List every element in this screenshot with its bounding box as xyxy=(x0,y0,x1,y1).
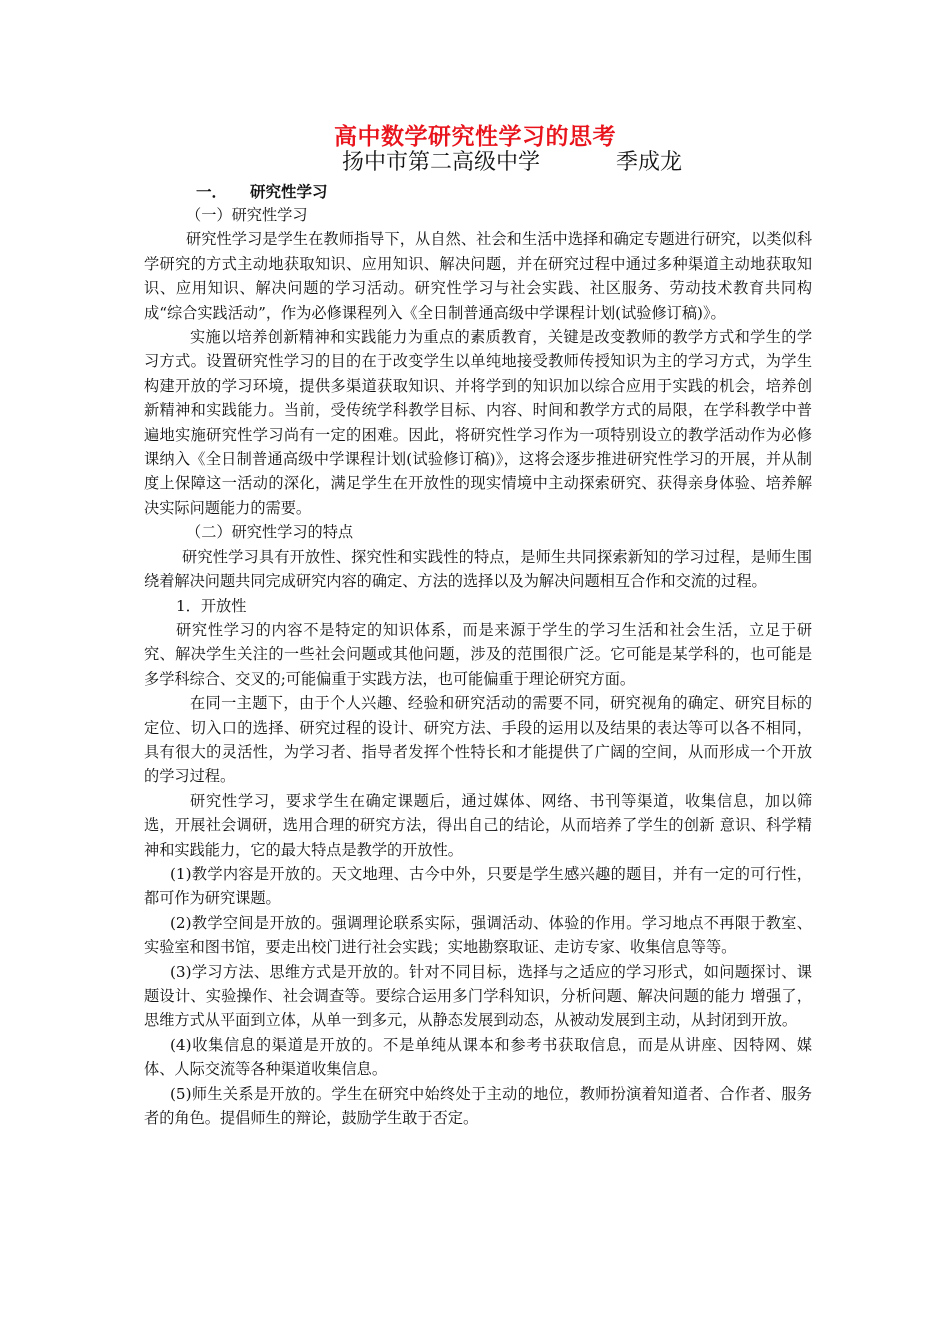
paragraph-2: 实施以培养创新精神和实践能力为重点的素质教育，关键是改变教师的教学方式和学生的学习方式。设置研究性学习的目的在于改变学生以单纯地接受教师传授知识为主的学习方式，为学生构建开放的学习环境，提供多渠道获取知识、并将学到的知识加以综合应用于实践的机会，培养创新精神和实践能力。当前，受传统学科教学目标、内容、时间和教学方式的局限，在学科教学中普遍地实施研究性学习尚有一定的困难。因此，将研究性学习作为一项特别设立的教学活动作为必修课纳入《全日制普通高级中学课程计划(试验修订稿)》，这将会逐步推进研究性学习的开展，并从制度上保障这一活动的深化，满足学生在开放性的现实情境中主动探索研究、获得亲身体验、培养解决实际问题能力的需要。 xyxy=(144,328,812,517)
paragraph-6: 研究性学习，要求学生在确定课题后，通过媒体、网络、书刊等渠道，收集信息，加以筛选，开展社会调研，选用合理的研究方法，得出自己的结论，从而培养了学生的创新 意识、科学精神和实践能力，它的最大特点是教学的开放性。 xyxy=(144,791,812,859)
paragraph-1: 研究性学习是学生在教师指导下，从自然、社会和生活中选择和确定专题进行研究，以类似科学研究的方式主动地获取知识、应用知识、解决问题，并在研究过程中通过多种渠道主动地获取知识、应用知识、解决问题的学习活动。研究性学习与社会实践、社区服务、劳动技术教育共同构成“综合实践活动”，作为必修课程列入《全日制普通高级中学课程计划(试验修订稿)》。 xyxy=(144,230,812,322)
section-number: 一． xyxy=(196,182,228,201)
item-heading-1: 1．开放性 xyxy=(176,596,247,615)
subsection-heading-1: （一）研究性学习 xyxy=(186,206,308,224)
section-heading xyxy=(196,180,328,202)
author-name: 季成龙 xyxy=(616,150,683,175)
list-item-2: (2)教学空间是开放的。强调理论联系实际，强调活动、体验的作用。学习地点不再限于教室、实验室和图书馆，要走出校门进行社会实践；实地勘察取证、走访专家、收集信息等等。 xyxy=(144,913,812,957)
document-body xyxy=(144,203,812,1130)
list-item-3: (3)学习方法、思维方式是开放的。针对不同目标，选择与之适应的学习形式，如问题探讨、课题设计、实验操作、社会调查等。要综合运用多门学科知识，分析问题、解决问题的能力 增强了，思维方式从平面到立体，从单一到多元，从静态发展到动态，从被动发展到主动，从封闭到开放。 xyxy=(144,962,812,1030)
author-school: 扬中市第二高级中学 xyxy=(342,150,541,175)
section-title: 研究性学习 xyxy=(250,182,328,201)
document-title: 高中数学研究性学习的思考 xyxy=(334,123,616,150)
paragraph-5: 在同一主题下，由于个人兴趣、经验和研究活动的需要不同，研究视角的确定、研究目标的定位、切入口的选择、研究过程的设计、研究方法、手段的运用以及结果的表达等可以各不相同，具有很大的灵活性，为学习者、指导者发挥个性特长和才能提供了广阔的空间，从而形成一个开放的学习过程。 xyxy=(144,694,812,786)
list-item-1: (1)教学内容是开放的。天文地理、古今中外，只要是学生感兴趣的题目，并有一定的可行性，都可作为研究课题。 xyxy=(144,864,812,908)
author-line xyxy=(342,145,682,176)
paragraph-3: 研究性学习具有开放性、探究性和实践性的特点，是师生共同探索新知的学习过程，是师生围绕着解决问题共同完成研究内容的确定、方法的选择以及为解决问题相互合作和交流的过程。 xyxy=(144,547,812,591)
list-item-4: (4)收集信息的渠道是开放的。不是单纯从课本和参考书获取信息，而是从讲座、因特网、媒体、人际交流等各种渠道收集信息。 xyxy=(144,1035,812,1079)
list-item-5: (5)师生关系是开放的。学生在研究中始终处于主动的地位，教师扮演着知道者、合作者、服务者的角色。提倡师生的辩论，鼓励学生敢于否定。 xyxy=(144,1084,812,1128)
subsection-heading-2: （二）研究性学习的特点 xyxy=(186,523,354,542)
paragraph-4: 研究性学习的内容不是特定的知识体系，而是来源于学生的学习生活和社会生活，立足于研究、解决学生关注的一些社会问题或其他问题，涉及的范围很广泛。它可能是某学科的，也可能是多学科综合、交叉的;可能偏重于实践方法，也可能偏重于理论研究方面。 xyxy=(144,620,812,688)
